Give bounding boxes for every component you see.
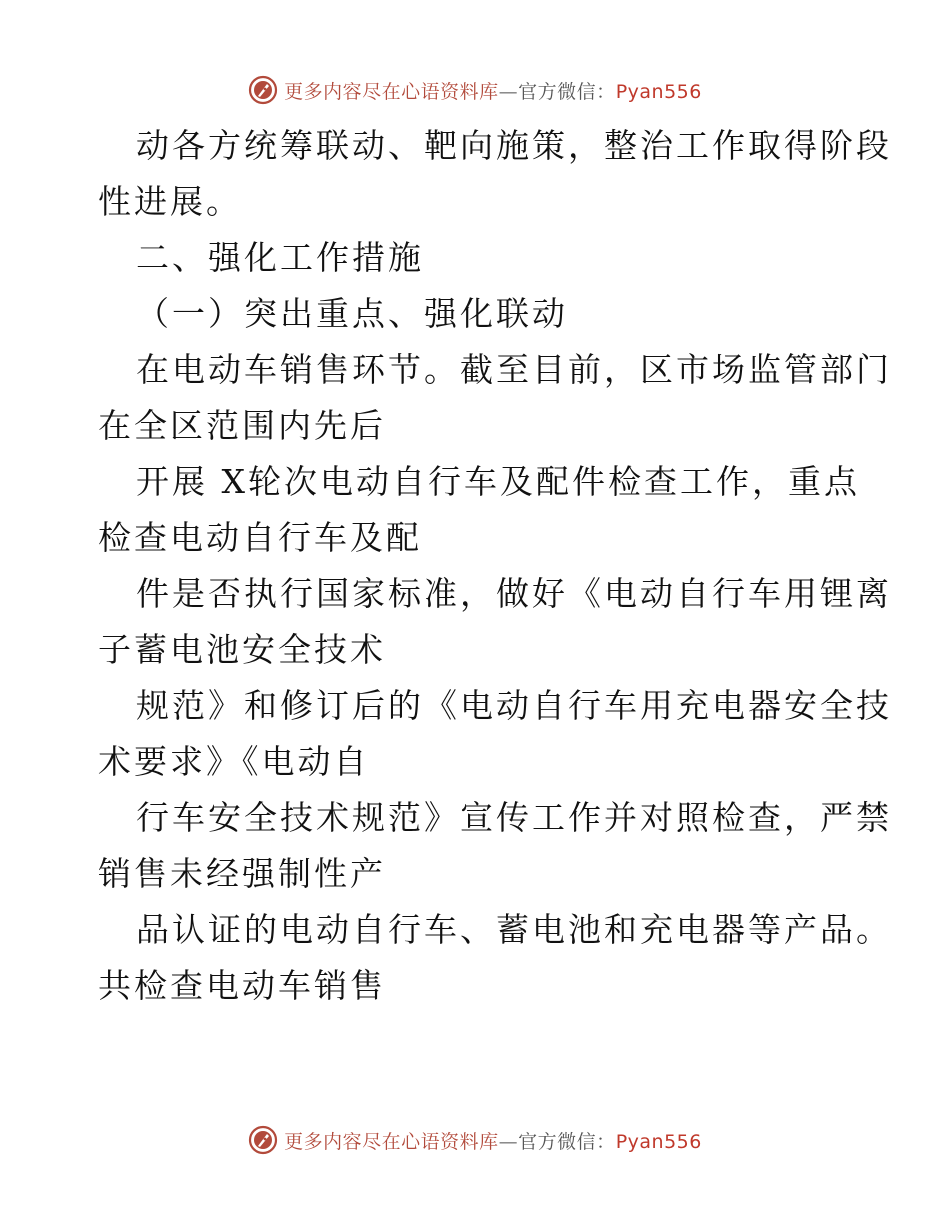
watermark-text bbox=[284, 1127, 702, 1154]
paragraph-line: 子蓄电池安全技术 bbox=[98, 630, 386, 669]
watermark-wechat-label: 官方微信： bbox=[518, 1130, 616, 1153]
paragraph-line: 规范》和修订后的《电动自行车用充电器安全技 bbox=[136, 686, 892, 725]
watermark-wechat-label: 官方微信： bbox=[518, 80, 616, 103]
paragraph-line: 开展 X轮次电动自行车及配件检查工作，重点 bbox=[136, 462, 860, 501]
watermark-dash: — bbox=[498, 80, 519, 103]
watermark-brand: 更多内容尽在心语资料库 bbox=[284, 80, 499, 103]
pen-nib-logo-icon bbox=[248, 1125, 278, 1155]
section-heading: 二、强化工作措施 bbox=[136, 238, 424, 277]
paragraph-line: 销售未经强制性产 bbox=[98, 854, 386, 893]
footer-watermark bbox=[0, 1120, 950, 1160]
paragraph-line: 术要求》《电动自 bbox=[98, 742, 370, 781]
paragraph-line: 检查电动自行车及配 bbox=[98, 518, 422, 557]
paragraph-line: 在电动车销售环节。截至目前，区市场监管部门 bbox=[136, 350, 892, 389]
paragraph-line: 在全区范围内先后 bbox=[98, 406, 386, 445]
watermark-text bbox=[284, 77, 702, 104]
paragraph-line: 行车安全技术规范》宣传工作并对照检查，严禁 bbox=[136, 798, 892, 837]
paragraph-line: 性进展。 bbox=[98, 182, 242, 221]
watermark-wechat-id: Pyan556 bbox=[615, 1130, 702, 1153]
paragraph-line: 品认证的电动自行车、蓄电池和充电器等产品。 bbox=[136, 910, 892, 949]
document-body bbox=[98, 118, 892, 1014]
watermark-dash: — bbox=[498, 1130, 519, 1153]
paragraph-line: 共检查电动车销售 bbox=[98, 966, 386, 1005]
subsection-heading: （一）突出重点、强化联动 bbox=[136, 294, 568, 333]
paragraph-line: 动各方统筹联动、靶向施策，整治工作取得阶段 bbox=[136, 126, 892, 165]
watermark-wechat-id: Pyan556 bbox=[615, 80, 702, 103]
watermark-brand: 更多内容尽在心语资料库 bbox=[284, 1130, 499, 1153]
pen-nib-logo-icon bbox=[248, 75, 278, 105]
paragraph-line: 件是否执行国家标准，做好《电动自行车用锂离 bbox=[136, 574, 892, 613]
header-watermark bbox=[0, 70, 950, 110]
